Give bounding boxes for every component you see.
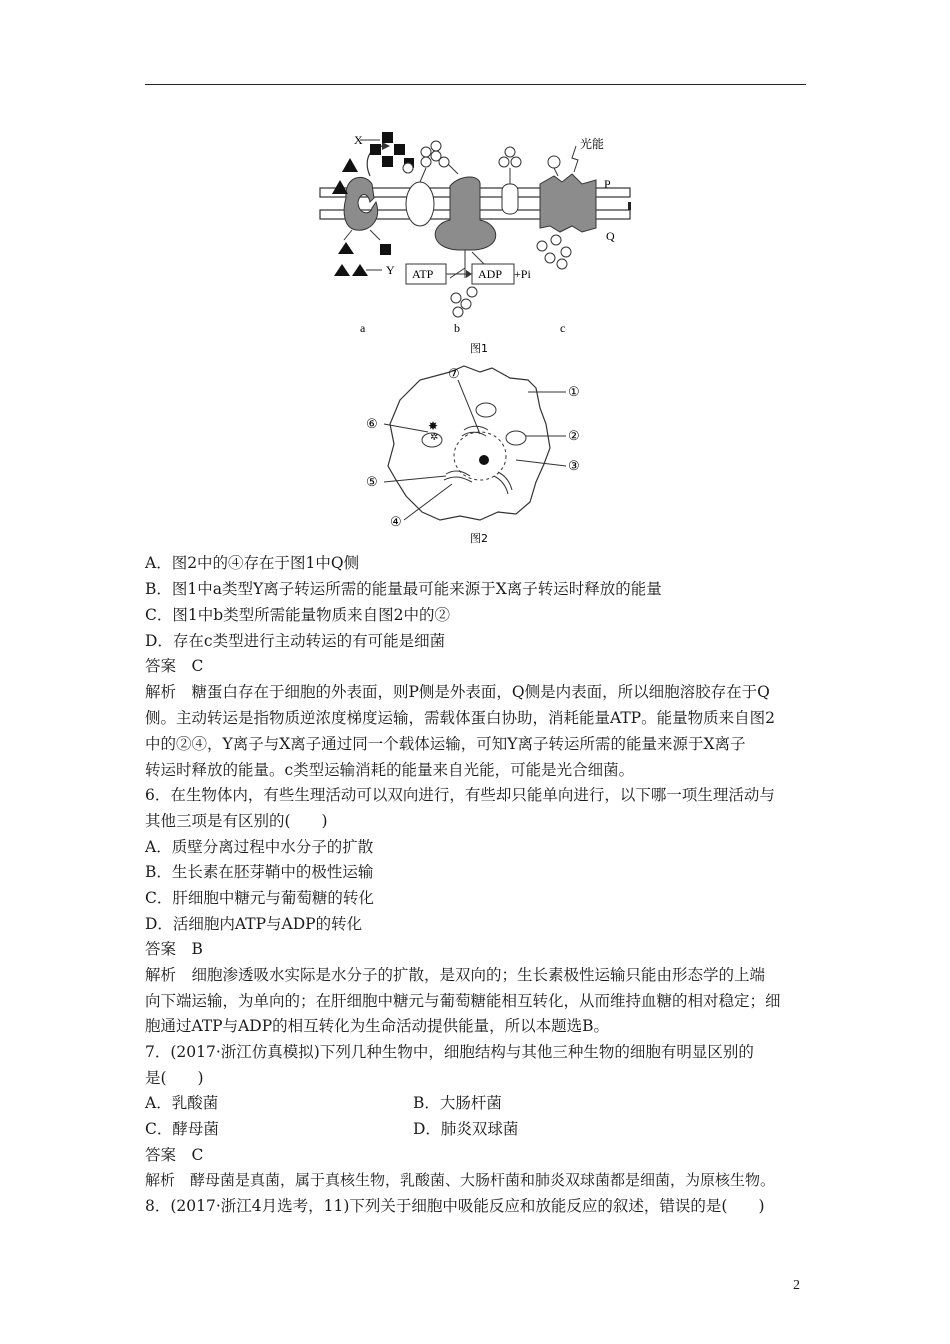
q6-answer: 答案 B — [145, 940, 203, 958]
q6-stem-1: 6．在生物体内，有些生理活动可以双向进行，有些却只能单向进行，以下哪一项生理活动与 — [145, 786, 775, 804]
q5-analysis-2: 侧。主动转运是指物质逆浓度梯度运输，需载体蛋白协助，消耗能量ATP。能量物质来自图2 — [145, 709, 775, 727]
label-p: P — [604, 177, 611, 191]
figure2-caption: 图2 — [470, 532, 488, 545]
q6-option-c: C．肝细胞中糖元与葡萄糖的转化 — [145, 889, 374, 907]
marker-4: ④ — [390, 515, 402, 530]
q6-stem-2: 其他三项是有区别的( ) — [145, 812, 328, 830]
figure-1 — [310, 128, 640, 358]
q5-option-a: A．图2中的④存在于图1中Q侧 — [145, 554, 360, 572]
q7-answer: 答案 C — [145, 1146, 204, 1164]
q7-option-c: C．酵母菌 — [145, 1120, 219, 1138]
marker-6: ⑥ — [366, 417, 378, 432]
q5-option-c: C．图1中b类型所需能量物质来自图2中的② — [145, 606, 451, 624]
marker-7: ⑦ — [448, 367, 460, 382]
q7-stem-2: 是( ) — [145, 1069, 204, 1087]
svg-text:✲: ✲ — [430, 432, 439, 443]
figure-2 — [360, 364, 600, 546]
label-light: 光能 — [580, 137, 605, 151]
label-c: c — [560, 321, 566, 335]
label-x: X — [354, 133, 363, 147]
page-number: 2 — [793, 1278, 800, 1293]
q5-analysis-3: 中的②④，Y离子与X离子通过同一个载体运输，可知Y离子转运所需的能量来源于X离子 — [145, 735, 746, 753]
q6-analysis-3: 胞通过ATP与ADP的相互转化为生命活动提供能量，所以本题选B。 — [145, 1017, 610, 1035]
q5-option-b: B．图1中a类型Y离子转运所需的能量最可能来源于X离子转运时释放的能量 — [145, 580, 662, 598]
label-adp: ADP — [478, 267, 503, 281]
q5-analysis-4: 转运时释放的能量。c类型运输消耗的能量来自光能，可能是光合细菌。 — [145, 761, 635, 779]
carrier-c — [540, 174, 596, 232]
carrier-a — [344, 177, 377, 230]
q5-analysis-1: 解析 糖蛋白存在于细胞的外表面，则P侧是外表面，Q侧是内表面，所以细胞溶胶存在于Q — [145, 683, 770, 701]
q5-answer: 答案 C — [145, 657, 204, 675]
marker-2: ② — [568, 429, 580, 444]
q6-option-d: D．活细胞内ATP与ADP的转化 — [145, 915, 363, 933]
figure1-caption: 图1 — [470, 342, 488, 355]
q7-stem-1: 7．(2017·浙江仿真模拟)下列几种生物中，细胞结构与其他三种生物的细胞有明显区别的 — [145, 1043, 754, 1061]
marker-5: ⑤ — [366, 475, 378, 490]
header-rule — [145, 84, 806, 85]
label-a: a — [360, 321, 366, 335]
q7-analysis: 解析 酵母菌是真菌，属于真核生物，乳酸菌、大肠杆菌和肺炎双球菌都是细菌，为原核生物。 — [145, 1171, 776, 1189]
q7-option-a: A．乳酸菌 — [145, 1094, 219, 1112]
label-q: Q — [606, 229, 615, 243]
label-atp: ATP — [412, 267, 434, 281]
q7-option-d: D．肺炎双球菌 — [413, 1120, 519, 1138]
q5-option-d: D．存在c类型进行主动转运的有可能是细菌 — [145, 632, 446, 650]
q6-option-a: A．质壁分离过程中水分子的扩散 — [145, 838, 374, 856]
marker-1: ① — [568, 385, 580, 400]
q7-option-b: B．大肠杆菌 — [413, 1094, 502, 1112]
marker-3: ③ — [568, 459, 580, 474]
svg-text:✸: ✸ — [428, 419, 439, 433]
label-pi: +Pi — [514, 267, 531, 281]
cell-outline — [388, 366, 550, 520]
q6-analysis-1: 解析 细胞渗透吸水实际是水分子的扩散，是双向的；生长素极性运输只能由形态学的上端 — [145, 966, 766, 984]
q8-stem: 8．(2017·浙江4月选考，11)下列关于细胞中吸能反应和放能反应的叙述，错误的是( ) — [145, 1197, 765, 1215]
label-y: Y — [386, 263, 395, 277]
q6-option-b: B．生长素在胚芽鞘中的极性运输 — [145, 863, 374, 881]
label-b: b — [454, 321, 460, 335]
q6-analysis-2: 向下端运输，为单向的；在肝细胞中糖元与葡萄糖能相互转化，从而维持血糖的相对稳定；细 — [145, 992, 781, 1010]
